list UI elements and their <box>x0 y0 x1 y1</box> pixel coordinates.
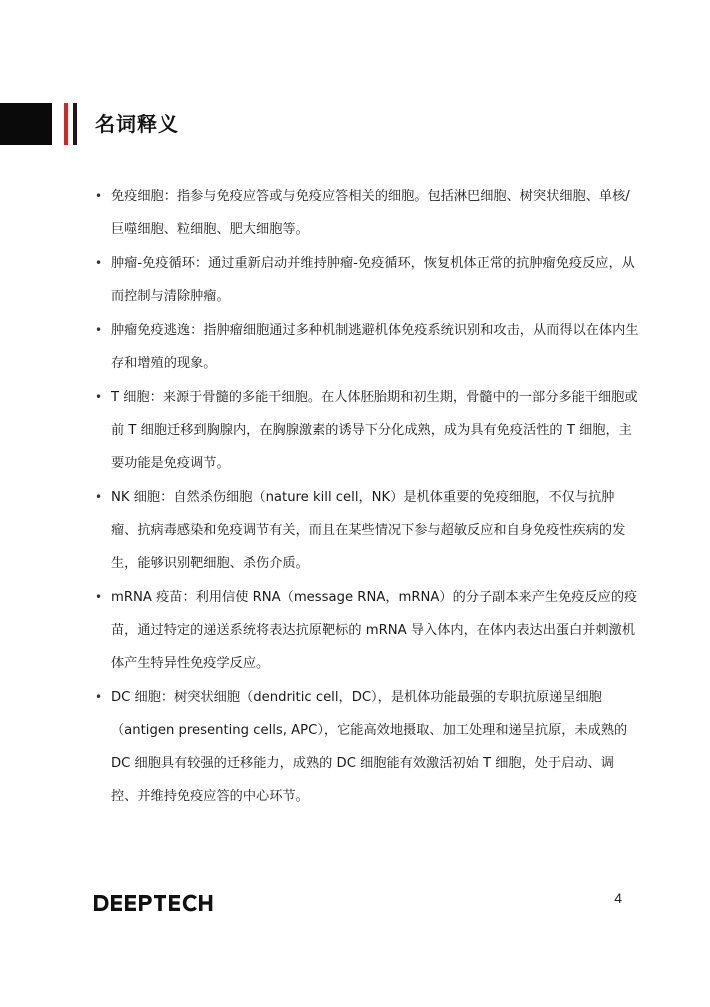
bullet-icon: • <box>95 256 103 270</box>
glossary-item <box>95 681 640 813</box>
page-number: 4 <box>614 890 622 906</box>
glossary-item-text: 免疫细胞：指参与免疫应答或与免疫应答相关的细胞。包括淋巴细胞、树突状细胞、单核/巨噬细胞、粒细胞、肥大细胞等。 <box>111 189 630 237</box>
header-red-bar <box>64 103 68 145</box>
glossary-item-text: 肿瘤免疫逃逸：指肿瘤细胞通过多种机制逃避机体免疫系统识别和攻击，从而得以在体内生存和增殖的现象。 <box>111 323 639 371</box>
glossary-item-text: mRNA 疫苗：利用信使 RNA（message RNA，mRNA）的分子副本来产生免疫反应的疫苗，通过特定的递送系统将表达抗原靶标的 mRNA 导入体内，在体内表达出蛋白并刺激机体产生特异性免疫学反应。 <box>111 590 638 671</box>
deeptech-logo <box>92 888 214 918</box>
bullet-icon: • <box>95 690 103 704</box>
glossary-item-text: T 细胞：来源于骨髓的多能干细胞。在人体胚胎期和初生期，骨髓中的一部分多能干细胞或前 T 细胞迁移到胸腺内，在胸腺激素的诱导下分化成熟，成为具有免疫活性的 T 细胞，主要功能是免疫调节。 <box>111 390 638 471</box>
bullet-icon: • <box>95 390 103 404</box>
glossary-item-text: 肿瘤-免疫循环：通过重新启动并维持肿瘤-免疫循环，恢复机体正常的抗肿瘤免疫反应，从而控制与清除肿瘤。 <box>111 256 635 304</box>
glossary-item-text: DC 细胞：树突状细胞（dendritic cell，DC），是机体功能最强的专职抗原递呈细胞（antigen presenting cells, APC），它能高效地摄取、加工处理和递呈抗原，未成熟的 DC 细胞具有较强的迁移能力，成熟的 DC 细胞能有效激活初始 T 细胞，处于启动、调控、并维持免疫应答的中心环节。 <box>111 690 628 804</box>
bullet-icon: • <box>95 189 103 203</box>
glossary-item <box>95 314 640 380</box>
glossary-item <box>95 481 640 580</box>
bullet-icon: • <box>95 490 103 504</box>
glossary-item-text: NK 细胞：自然杀伤细胞（nature kill cell，NK）是机体重要的免疫细胞，不仅与抗肿瘤、抗病毒感染和免疫调节有关，而且在某些情况下参与超敏反应和自身免疫性疾病的发生，能够识别靶细胞、杀伤介质。 <box>111 490 626 571</box>
glossary-item <box>95 247 640 313</box>
glossary-item <box>95 581 640 680</box>
header-black-block <box>0 103 52 145</box>
glossary-item <box>95 381 640 480</box>
glossary-list <box>95 180 640 814</box>
page-title: 名词释义 <box>95 112 179 136</box>
header-dark-bar <box>73 103 77 145</box>
glossary-item <box>95 180 640 246</box>
bullet-icon: • <box>95 323 103 337</box>
bullet-icon: • <box>95 590 103 604</box>
